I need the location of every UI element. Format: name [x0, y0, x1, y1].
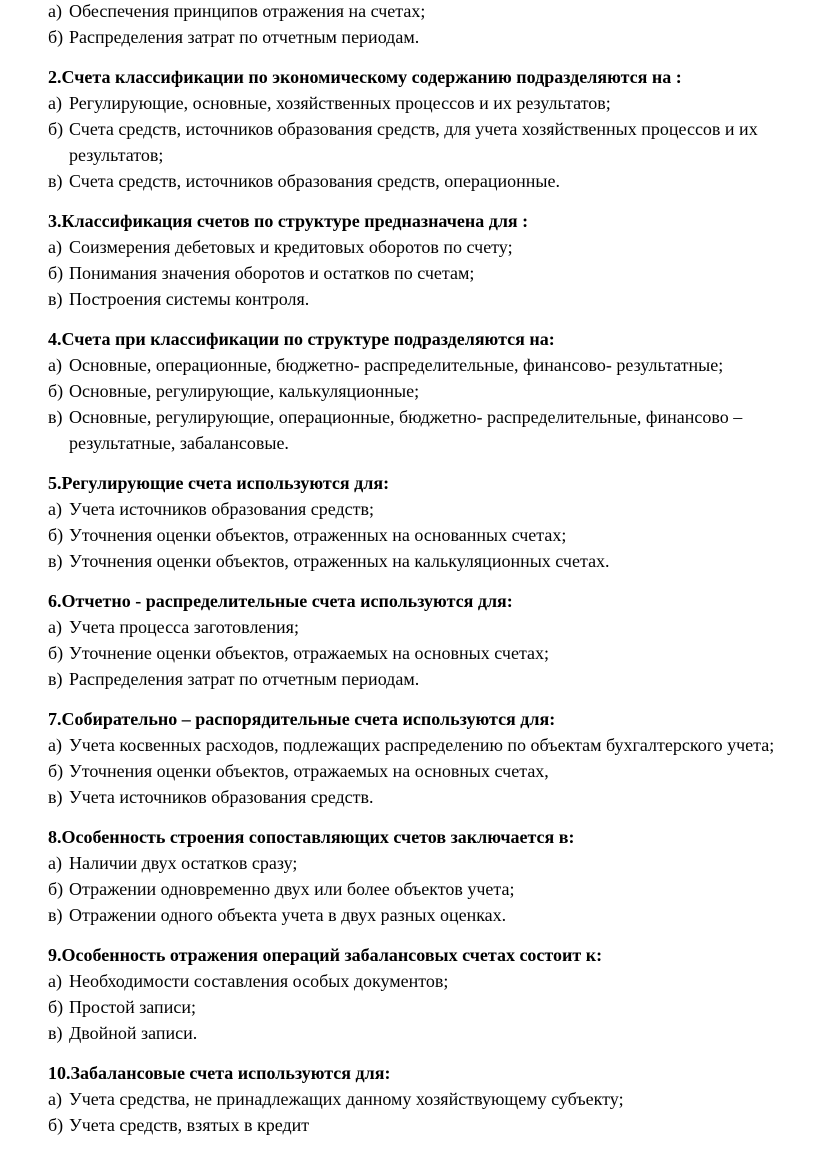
- option-text: Понимания значения оборотов и остатков по счетам;: [69, 263, 475, 283]
- option-letter: в): [48, 1023, 63, 1043]
- option-a: [48, 90, 814, 116]
- question-7: [48, 706, 814, 810]
- option-text: Необходимости составления особых документов;: [69, 971, 449, 991]
- test-document: [48, 0, 814, 1152]
- option-text: Учета процесса заготовления;: [69, 617, 299, 637]
- option-v: [48, 286, 814, 312]
- option-text: Построения системы контроля.: [69, 289, 310, 309]
- option-letter: б): [48, 525, 64, 545]
- question-10: [48, 1060, 814, 1138]
- option-letter: а): [48, 499, 62, 519]
- option-text: Учета источников образования средств;: [69, 499, 374, 519]
- question-2: [48, 64, 814, 194]
- question-3: [48, 208, 814, 312]
- question-6: [48, 588, 814, 692]
- option-letter: б): [48, 643, 64, 663]
- option-letter: в): [48, 905, 63, 925]
- option-letter: в): [48, 407, 63, 427]
- option-text: Учета источников образования средств.: [69, 787, 374, 807]
- option-v: [48, 784, 814, 810]
- option-letter: б): [48, 381, 64, 401]
- option-letter: а): [48, 1, 62, 21]
- option-letter: а): [48, 355, 62, 375]
- option-text: Учета средств, взятых в кредит: [69, 1115, 310, 1135]
- option-text: Двойной записи.: [69, 1023, 198, 1043]
- option-text: Уточнение оценки объектов, отражаемых на основных счетах;: [69, 643, 550, 663]
- option-v: [48, 1020, 814, 1046]
- option-b: [48, 1112, 814, 1138]
- option-letter: а): [48, 1089, 62, 1109]
- option-letter: а): [48, 735, 62, 755]
- option-text: Уточнения оценки объектов, отражаемых на основных счетах,: [69, 761, 549, 781]
- option-letter: а): [48, 93, 62, 113]
- option-letter: в): [48, 171, 63, 191]
- option-letter: б): [48, 1115, 64, 1135]
- question-title: 9.Особенность отражения операций забалансовых счетах состоит к:: [48, 945, 603, 965]
- option-text: Уточнения оценки объектов, отраженных на основанных счетах;: [69, 525, 567, 545]
- option-v: [48, 168, 814, 194]
- option-a: [48, 850, 814, 876]
- question-title: 7.Собирательно – распорядительные счета используются для:: [48, 709, 556, 729]
- option-letter: а): [48, 617, 62, 637]
- question-title: 2.Счета классификации по экономическому содержанию подразделяются на :: [48, 67, 682, 87]
- option-a: [48, 732, 814, 758]
- option-text: Основные, операционные, бюджетно- распределительные, финансово- результатные;: [69, 355, 724, 375]
- option-a: [48, 0, 814, 24]
- option-text: Уточнения оценки объектов, отраженных на калькуляционных счетах.: [69, 551, 610, 571]
- option-letter: в): [48, 289, 63, 309]
- option-b: [48, 522, 814, 548]
- question-title: 6.Отчетно - распределительные счета используются для:: [48, 591, 513, 611]
- option-letter: б): [48, 263, 64, 283]
- option-letter: б): [48, 761, 64, 781]
- option-b: [48, 24, 814, 50]
- option-v: [48, 548, 814, 574]
- question-5: [48, 470, 814, 574]
- question-title: 8.Особенность строения сопоставляющих счетов заключается в:: [48, 827, 575, 847]
- option-text: Счета средств, источников образования средств, для учета хозяйственных процессов и их результатов;: [69, 119, 758, 165]
- option-text: Учета средства, не принадлежащих данному хозяйствующему субъекту;: [69, 1089, 624, 1109]
- option-a: [48, 1086, 814, 1112]
- question-title: 3.Классификация счетов по структуре предназначена для :: [48, 211, 529, 231]
- option-text: Основные, регулирующие, калькуляционные;: [69, 381, 420, 401]
- option-text: Регулирующие, основные, хозяйственных процессов и их результатов;: [69, 93, 611, 113]
- option-a: [48, 614, 814, 640]
- option-text: Учета косвенных расходов, подлежащих распределению по объектам бухгалтерского учета;: [69, 735, 775, 755]
- question-1: [48, 0, 814, 50]
- option-b: [48, 640, 814, 666]
- option-a: [48, 968, 814, 994]
- option-v: [48, 902, 814, 928]
- option-b: [48, 116, 814, 168]
- option-b: [48, 876, 814, 902]
- option-b: [48, 260, 814, 286]
- question-title: 4.Счета при классификации по структуре подразделяются на:: [48, 329, 555, 349]
- option-letter: а): [48, 237, 62, 257]
- option-letter: в): [48, 551, 63, 571]
- option-letter: а): [48, 971, 62, 991]
- option-text: Соизмерения дебетовых и кредитовых оборотов по счету;: [69, 237, 513, 257]
- option-text: Распределения затрат по отчетным периодам.: [69, 27, 420, 47]
- option-a: [48, 234, 814, 260]
- option-b: [48, 378, 814, 404]
- option-letter: б): [48, 997, 64, 1017]
- option-text: Наличии двух остатков сразу;: [69, 853, 298, 873]
- option-letter: в): [48, 787, 63, 807]
- option-v: [48, 666, 814, 692]
- question-9: [48, 942, 814, 1046]
- option-letter: б): [48, 119, 64, 139]
- option-letter: в): [48, 669, 63, 689]
- option-b: [48, 758, 814, 784]
- option-text: Отражении одновременно двух или более объектов учета;: [69, 879, 515, 899]
- question-title: 5.Регулирующие счета используются для:: [48, 473, 390, 493]
- question-4: [48, 326, 814, 456]
- option-v: [48, 404, 814, 456]
- option-letter: б): [48, 27, 64, 47]
- question-title: 10.Забалансовые счета используются для:: [48, 1063, 391, 1083]
- option-text: Основные, регулирующие, операционные, бюджетно- распределительные, финансово – результатные, забалансовые.: [69, 407, 743, 453]
- option-letter: б): [48, 879, 64, 899]
- option-a: [48, 352, 814, 378]
- option-text: Счета средств, источников образования средств, операционные.: [69, 171, 561, 191]
- option-text: Простой записи;: [69, 997, 196, 1017]
- option-letter: а): [48, 853, 62, 873]
- question-8: [48, 824, 814, 928]
- option-text: Распределения затрат по отчетным периодам.: [69, 669, 420, 689]
- option-b: [48, 994, 814, 1020]
- option-text: Обеспечения принципов отражения на счетах;: [69, 1, 426, 21]
- option-text: Отражении одного объекта учета в двух разных оценках.: [69, 905, 507, 925]
- option-a: [48, 496, 814, 522]
